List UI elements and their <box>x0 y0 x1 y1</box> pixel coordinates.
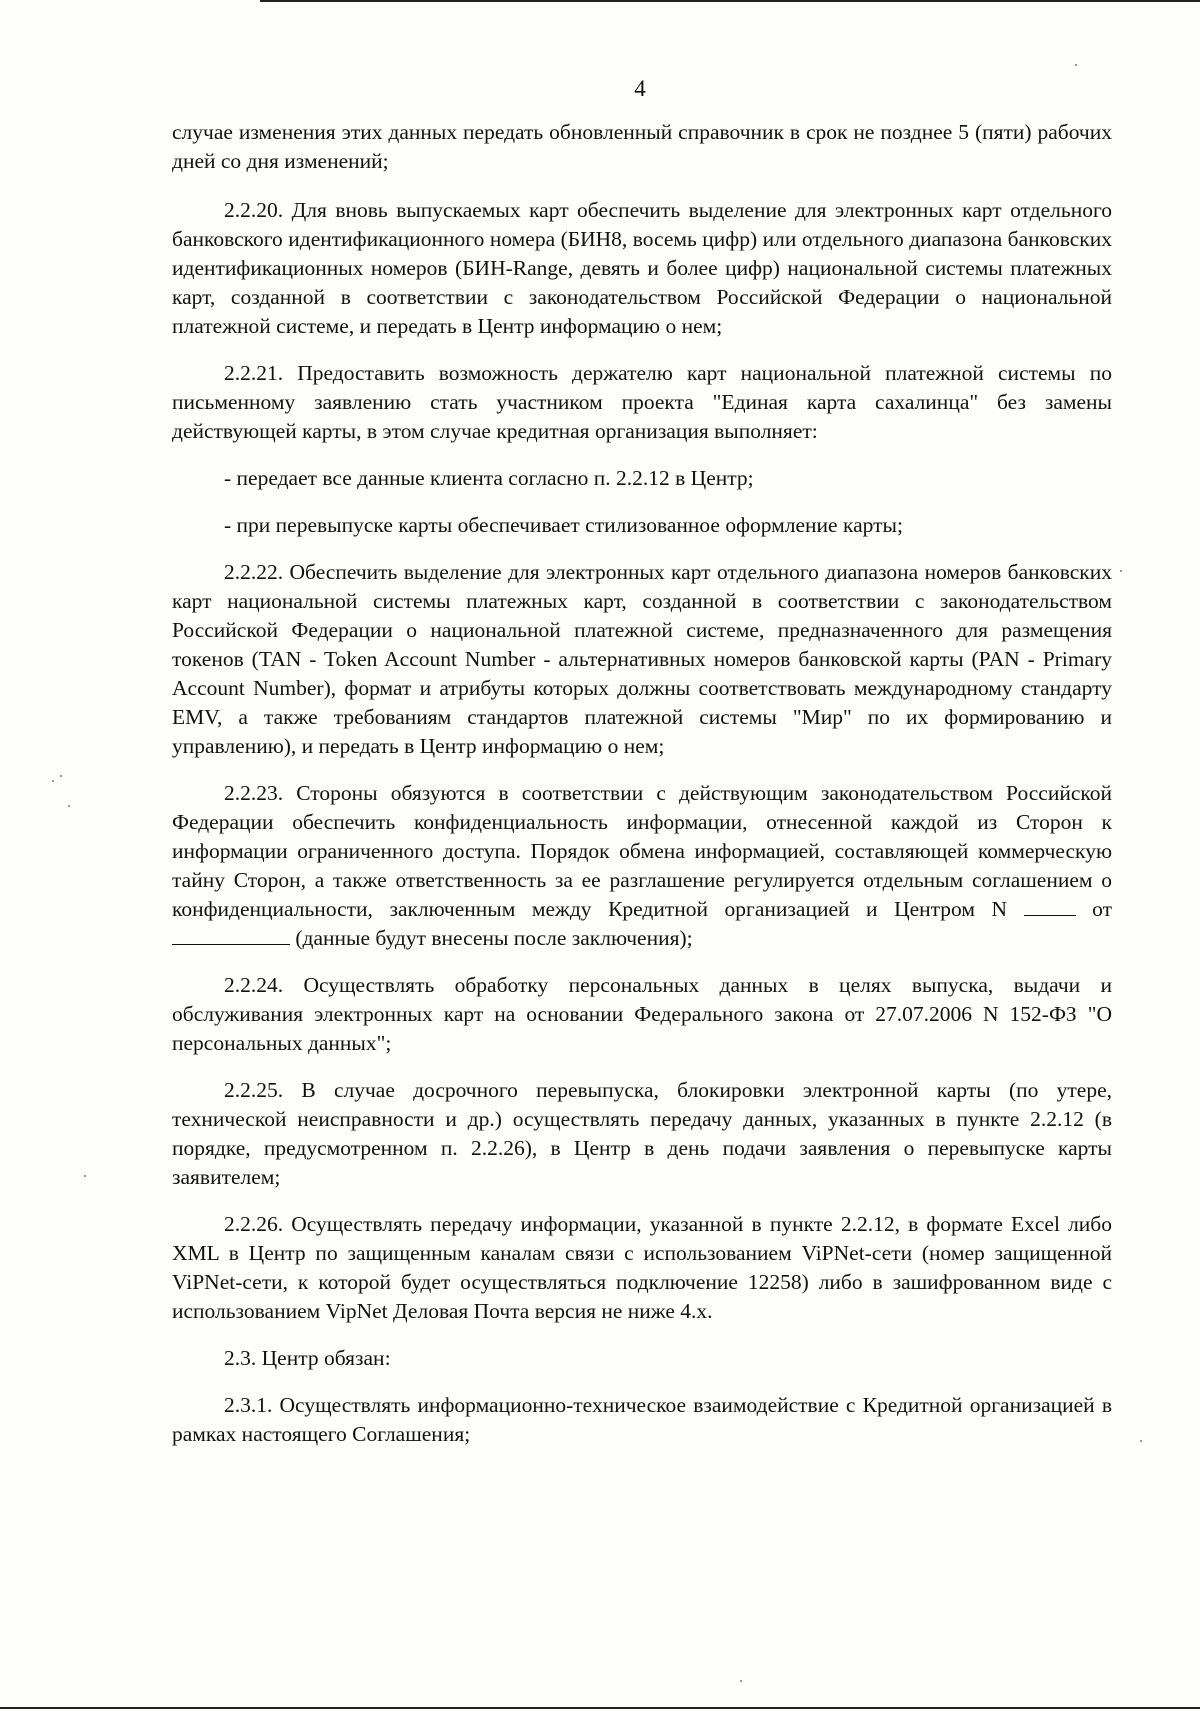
paragraph-2-2-23-tail: (данные будут внесены после заключения); <box>295 926 693 950</box>
scan-speck <box>84 1175 86 1177</box>
paragraph-2-2-21: 2.2.21. Предоставить возможность держателю карт национальной платежной системы по письменному заявлению стать участником проекта "Единая карта сахалинца" без замены действующей карты, в этом случае кредитная организация выполняет: <box>172 361 1112 443</box>
paragraph-2-2-22: 2.2.22. Обеспечить выделение для электронных карт отдельного диапазона номеров банковских карт национальной системы платежных карт, созданной в соответствии с законодательством Российской Федерации о национальной платежной системе, предназначенного для размещения токенов (TAN - Token Account Number - альтернативных номеров банковской карты (PAN - Primary Account Number), формат и атрибуты которых должны соответствовать международному стандарту EMV, а также требованиям стандартов платежной системы "Мир" по их формированию и управлению), и передать в Центр информацию о нем; <box>172 560 1112 758</box>
heading-2-3: 2.3. Центр обязан: <box>224 1346 391 1370</box>
document-body <box>172 118 1112 1467</box>
paragraph-2-3-1: 2.3.1. Осуществлять информационно-техническое взаимодействие с Кредитной организацией в рамках настоящего Соглашения; <box>172 1393 1112 1446</box>
scan-speck <box>52 780 54 782</box>
scan-speck <box>1075 64 1077 66</box>
paragraph-2-2-20: 2.2.20. Для вновь выпускаемых карт обеспечить выделение для электронных карт отдельного банковского идентификационного номера (БИН8, восемь цифр) или отдельного диапазона банковских идентификационных номеров (БИН-Range, девять и более цифр) национальной системы платежных карт, созданной в соответствии с законодательством Российской Федерации о национальной платежной системе, и передать в Центр информацию о нем; <box>172 198 1112 338</box>
agreement-date-blank <box>172 926 290 945</box>
paragraph-2-2-23-from: от <box>1092 897 1113 921</box>
top-border-line <box>260 0 1200 2</box>
agreement-number-blank <box>1024 897 1076 916</box>
scan-speck <box>740 1680 742 1682</box>
scan-speck <box>1120 570 1122 572</box>
page-number: 4 <box>634 76 646 101</box>
paragraph-2-2-25: 2.2.25. В случае досрочного перевыпуска, блокировки электронной карты (по утере, технической неисправности и др.) осуществлять передачу данных, указанных в пункте 2.2.12 (в порядке, предусмотренном п. 2.2.26), в Центр в день подачи заявления о перевыпуске карты заявителем; <box>172 1078 1112 1189</box>
list-item-transfer-data: - передает все данные клиента согласно п. 2.2.12 в Центр; <box>224 466 754 490</box>
scan-speck <box>1140 1440 1142 1442</box>
paragraph-2-2-26: 2.2.26. Осуществлять передачу информации, указанной в пункте 2.2.12, в формате Excel либо XML в Центр по защищенным каналам связи с использованием ViPNet-сети (номер защищенной ViPNet-сети, к которой будет осуществляться подключение 12258) либо в зашифрованном виде с использованием VipNet Деловая Почта версия не ниже 4.х. <box>172 1212 1112 1323</box>
bottom-border-line <box>0 1707 1200 1709</box>
paragraph-continuation: случае изменения этих данных передать обновленный справочник в срок не позднее 5 (пяти) рабочих дней со дня изменений; <box>172 120 1112 173</box>
paragraph-2-2-24: 2.2.24. Осуществлять обработку персональных данных в целях выпуска, выдачи и обслуживания электронных карт на основании Федерального закона от 27.07.2006 N 152-ФЗ "О персональных данных"; <box>172 973 1112 1055</box>
paragraph-2-2-23 <box>172 779 1112 953</box>
scan-speck <box>60 775 62 777</box>
scan-speck <box>68 805 70 807</box>
list-item-stylized-design: - при перевыпуске карты обеспечивает стилизованное оформление карты; <box>224 513 903 537</box>
paragraph-2-2-23-text: 2.2.23. Стороны обязуются в соответствии с действующим законодательством Российской Федерации обеспечить конфиденциальность информации, отнесенной каждой из Сторон к информации ограниченного доступа. Порядок обмена информацией, составляющей коммерческую тайну Сторон, а также ответственность за ее разглашение регулируется отдельным соглашением о конфиденциальности, заключенным между Кредитной организацией и Центром N <box>172 781 1112 921</box>
